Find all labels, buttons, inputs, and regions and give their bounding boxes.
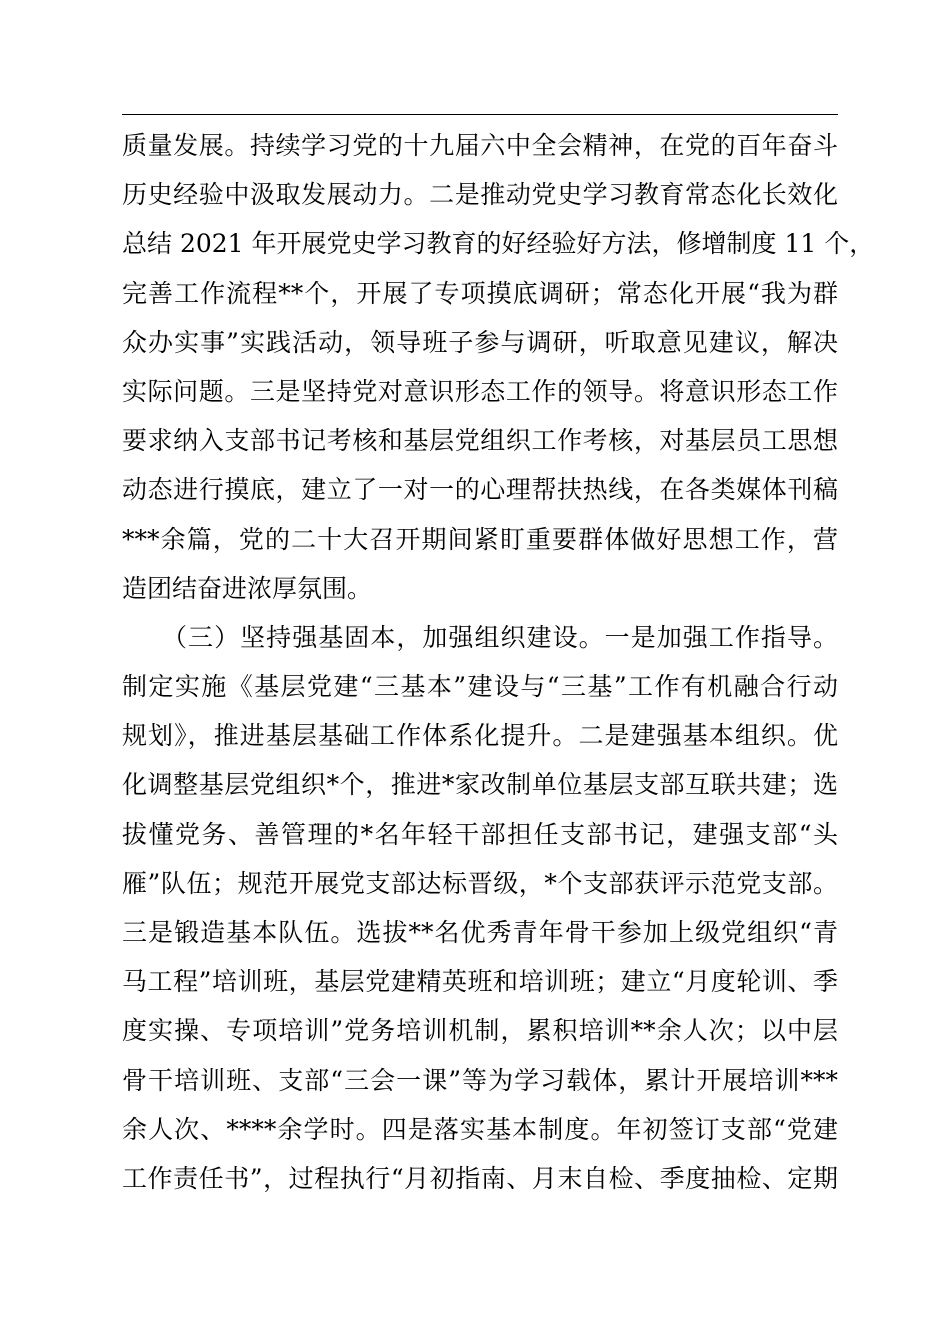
- text-line: 度实操、专项培训”党务培训机制，累积培训**余人次；以中层: [122, 1016, 838, 1046]
- text-line: 实际问题。三是坚持党对意识形态工作的领导。将意识形态工作: [122, 376, 838, 406]
- text-line: 三是锻造基本队伍。选拔**名优秀青年骨干参加上级党组织“青: [122, 918, 838, 947]
- text-line: 工作责任书”，过程执行“月初指南、月末自检、季度抽检、定期: [122, 1163, 838, 1193]
- section-heading-line: （三）坚持强基固本，加强组织建设。一是加强工作指导。: [162, 622, 838, 652]
- header-rule: [122, 114, 838, 115]
- text-line: 完善工作流程**个，开展了专项摸底调研；常态化开展“我为群: [122, 278, 838, 308]
- text-line: 骨干培训班、支部“三会一课”等为学习载体，累计开展培训***: [122, 1065, 838, 1095]
- text-line: 众办实事”实践活动，领导班子参与调研，听取意见建议，解决: [122, 327, 838, 357]
- text-line: 化调整基层党组织*个，推进*家改制单位基层支部互联共建；选: [122, 770, 838, 800]
- paragraph-end-line: 造团结奋进浓厚氛围。: [122, 573, 373, 603]
- text-line: 马工程”培训班，基层党建精英班和培训班；建立“月度轮训、季: [122, 967, 838, 997]
- text-line: 余人次、****余学时。四是落实基本制度。年初签订支部“党建: [122, 1114, 838, 1144]
- text-line: 质量发展。持续学习党的十九届六中全会精神，在党的百年奋斗: [122, 131, 838, 160]
- text-line: 总结 2021 年开展党史学习教育的好经验好方法，修增制度 11 个，: [122, 229, 875, 259]
- text-line: 雁”队伍；规范开展党支部达标晋级，*个支部获评示范党支部。: [122, 868, 838, 898]
- text-line: 拔懂党务、善管理的*名年轻干部担任支部书记，建强支部“头: [122, 819, 838, 849]
- text-line: 历史经验中汲取发展动力。二是推动党史学习教育常态化长效化: [122, 180, 838, 210]
- text-line: 要求纳入支部书记考核和基层党组织工作考核，对基层员工思想: [122, 426, 838, 456]
- text-line: ***余篇，党的二十大召开期间紧盯重要群体做好思想工作，营: [122, 524, 838, 554]
- text-line: 制定实施《基层党建“三基本”建设与“三基”工作有机融合行动: [122, 672, 838, 702]
- text-line: 规划》，推进基层基础工作体系化提升。二是建强基本组织。优: [122, 721, 838, 751]
- text-line: 动态进行摸底，建立了一对一的心理帮扶热线，在各类媒体刊稿: [122, 475, 838, 505]
- document-body: [122, 121, 875, 1203]
